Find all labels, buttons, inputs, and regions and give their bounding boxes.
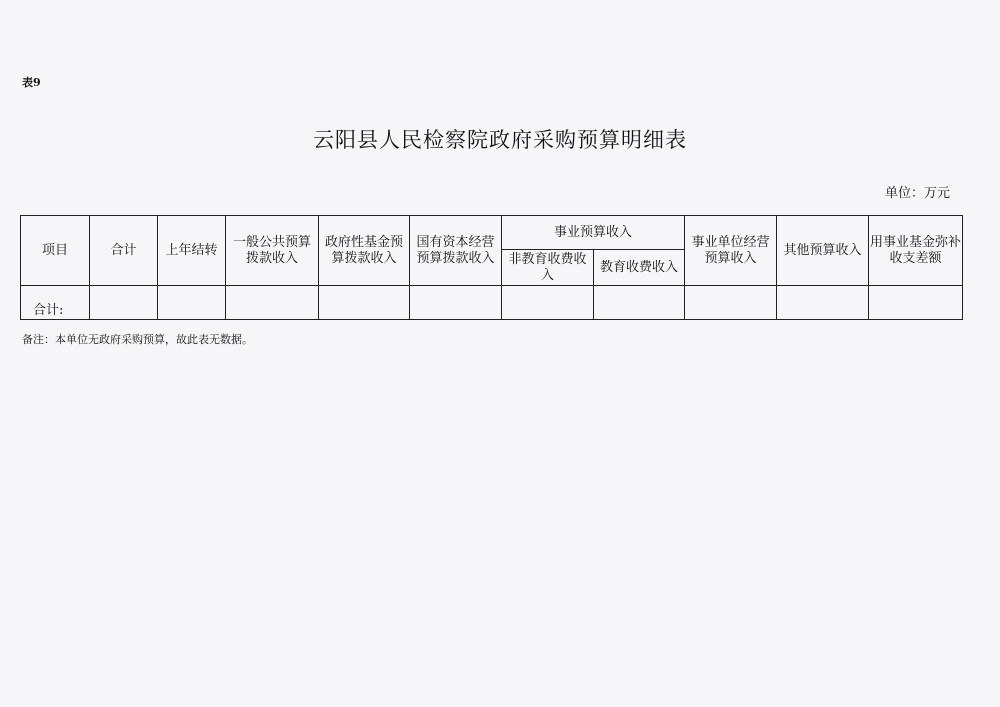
table-cell [226,286,319,320]
table-cell [158,286,226,320]
table-number: 表9 [22,76,41,89]
header-fund-offset: 用事业基金弥补收支差额 [869,216,963,286]
header-gov-fund: 政府性基金预算拨款收入 [319,216,410,286]
header-operating: 事业单位经营预算收入 [685,216,777,286]
total-row-label: 合计: [21,286,90,320]
header-carryover: 上年结转 [158,216,226,286]
table-cell [319,286,410,320]
header-state-capital: 国有资本经营预算拨款收入 [410,216,502,286]
table-cell [777,286,869,320]
table-cell [90,286,158,320]
header-undertaking-group: 事业预算收入 [502,216,685,250]
header-total: 合计 [90,216,158,286]
table-cell [594,286,685,320]
footnote: 备注：本单位无政府采购预算，故此表无数据。 [22,333,253,346]
unit-label: 单位：万元 [884,186,950,201]
table-cell [502,286,594,320]
table-cell [410,286,502,320]
table-cell [685,286,777,320]
header-non-edu-fee: 非教育收费收入 [502,250,594,286]
header-item: 项目 [21,216,90,286]
header-other: 其他预算收入 [777,216,869,286]
table-cell [869,286,963,320]
page-title: 云阳县人民检察院政府采购预算明细表 [313,128,687,152]
procurement-budget-table [20,215,963,320]
table-row [21,286,963,320]
header-edu-fee: 教育收费收入 [594,250,685,286]
header-general-budget: 一般公共预算拨款收入 [226,216,319,286]
